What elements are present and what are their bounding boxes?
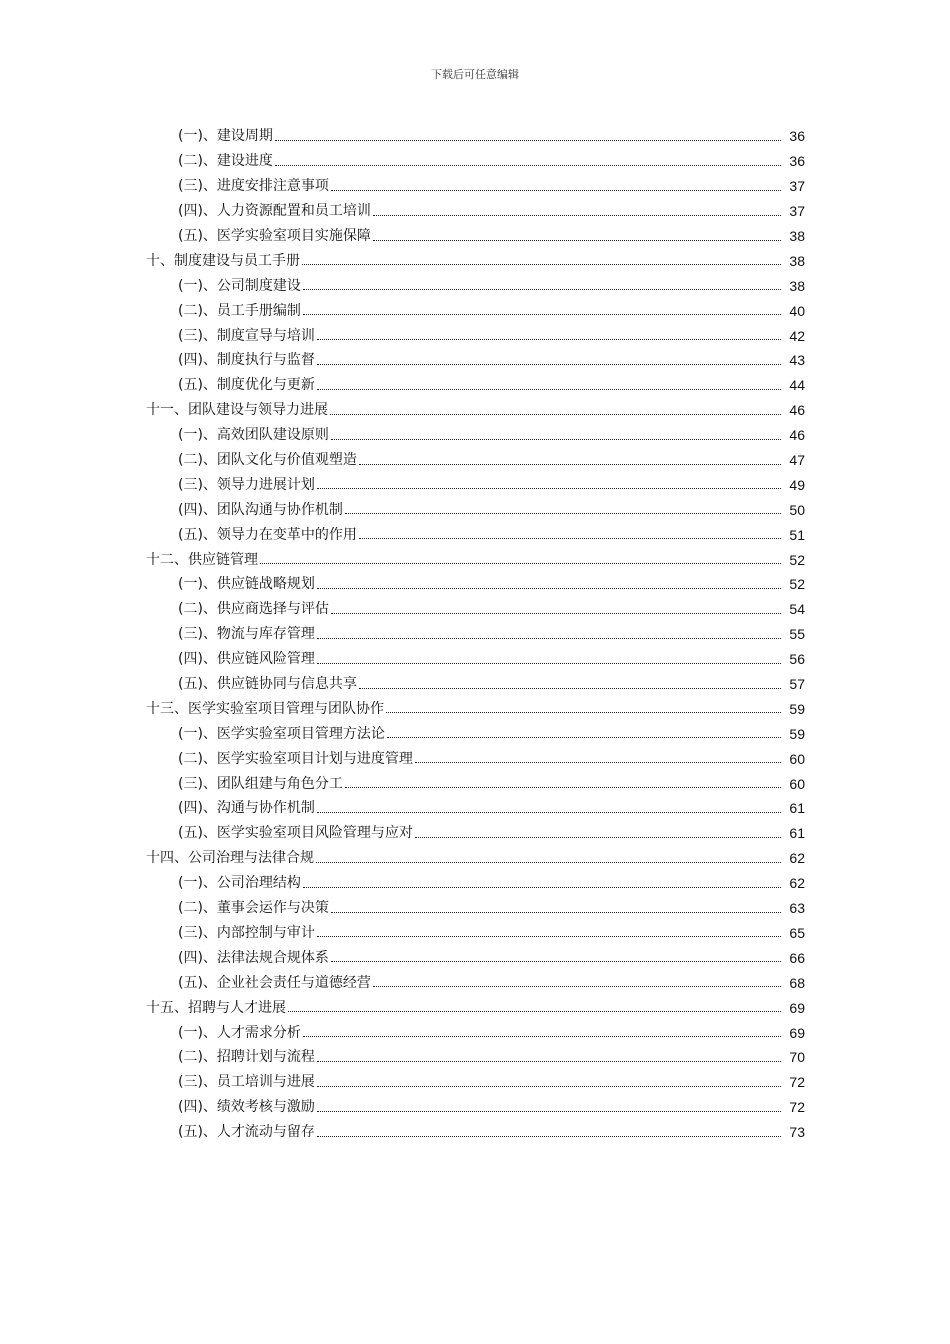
toc-page-number: 38 xyxy=(789,252,805,269)
table-of-contents xyxy=(0,124,950,1145)
toc-page-number: 50 xyxy=(789,501,805,518)
toc-dot-leader xyxy=(386,712,781,713)
toc-page-number: 69 xyxy=(789,1024,805,1041)
toc-entry-title: (四)、团队沟通与协作机制 xyxy=(178,501,343,518)
toc-page-number: 61 xyxy=(789,825,805,842)
toc-section-entry[interactable] xyxy=(0,174,950,199)
toc-dot-leader xyxy=(317,1111,781,1112)
toc-dot-leader xyxy=(359,464,781,465)
toc-entry-title: 十四、公司治理与法律合规 xyxy=(146,850,314,867)
toc-page-number: 72 xyxy=(789,1099,805,1116)
toc-section-entry[interactable] xyxy=(0,1120,950,1145)
toc-dot-leader xyxy=(317,339,781,340)
toc-section-entry[interactable] xyxy=(0,199,950,224)
toc-section-entry[interactable] xyxy=(0,273,950,298)
toc-page-number: 60 xyxy=(789,750,805,767)
toc-page-number: 59 xyxy=(789,725,805,742)
toc-entry-title: 十二、供应链管理 xyxy=(146,551,258,568)
toc-entry-title: (二)、董事会运作与决策 xyxy=(178,900,329,917)
toc-page-number: 46 xyxy=(789,427,805,444)
toc-dot-leader xyxy=(373,986,781,987)
toc-dot-leader xyxy=(303,314,781,315)
toc-dot-leader xyxy=(331,912,781,913)
toc-chapter-entry[interactable] xyxy=(0,846,950,871)
toc-entry-title: (一)、公司治理结构 xyxy=(178,875,301,892)
toc-dot-leader xyxy=(415,837,781,838)
toc-entry-title: (五)、领导力在变革中的作用 xyxy=(178,526,357,543)
toc-page-number: 73 xyxy=(789,1124,805,1141)
toc-section-entry[interactable] xyxy=(0,821,950,846)
toc-page-number: 52 xyxy=(789,551,805,568)
toc-section-entry[interactable] xyxy=(0,373,950,398)
toc-entry-title: (三)、团队组建与角色分工 xyxy=(178,775,343,792)
toc-entry-title: (三)、制度宣导与培训 xyxy=(178,327,315,344)
toc-section-entry[interactable] xyxy=(0,298,950,323)
toc-entry-title: (三)、内部控制与审计 xyxy=(178,924,315,941)
toc-section-entry[interactable] xyxy=(0,323,950,348)
toc-dot-leader xyxy=(373,215,781,216)
toc-chapter-entry[interactable] xyxy=(0,248,950,273)
toc-section-entry[interactable] xyxy=(0,672,950,697)
toc-page-number: 43 xyxy=(789,352,805,369)
toc-dot-leader xyxy=(415,762,781,763)
toc-chapter-entry[interactable] xyxy=(0,398,950,423)
toc-dot-leader xyxy=(373,240,781,241)
toc-section-entry[interactable] xyxy=(0,1095,950,1120)
toc-entry-title: 十三、医学实验室项目管理与团队协作 xyxy=(146,700,384,717)
toc-entry-title: (四)、沟通与协作机制 xyxy=(178,800,315,817)
toc-section-entry[interactable] xyxy=(0,647,950,672)
toc-entry-title: (五)、医学实验室项目风险管理与应对 xyxy=(178,825,413,842)
toc-entry-title: 十五、招聘与人才进展 xyxy=(146,999,286,1016)
toc-entry-title: (一)、公司制度建设 xyxy=(178,277,301,294)
toc-chapter-entry[interactable] xyxy=(0,696,950,721)
toc-section-entry[interactable] xyxy=(0,472,950,497)
toc-page-number: 65 xyxy=(789,924,805,941)
toc-entry-title: (五)、医学实验室项目实施保障 xyxy=(178,228,371,244)
toc-page-number: 42 xyxy=(789,327,805,344)
toc-dot-leader xyxy=(302,264,781,265)
toc-page-number: 68 xyxy=(789,974,805,991)
toc-dot-leader xyxy=(331,613,781,614)
toc-section-entry[interactable] xyxy=(0,348,950,373)
toc-entry-title: (一)、供应链战略规划 xyxy=(178,576,315,593)
toc-dot-leader xyxy=(345,513,781,514)
toc-page-number: 51 xyxy=(789,526,805,543)
toc-dot-leader xyxy=(331,439,781,440)
toc-entry-title: (二)、团队文化与价值观塑造 xyxy=(178,452,357,469)
toc-dot-leader xyxy=(330,414,781,415)
toc-entry-title: (四)、供应链风险管理 xyxy=(178,651,315,668)
toc-dot-leader xyxy=(359,538,781,539)
toc-page-number: 61 xyxy=(789,800,805,817)
toc-page-number: 36 xyxy=(789,153,805,170)
page-header: 下载后可任意编辑 xyxy=(431,68,519,81)
toc-entry-title: (三)、领导力进展计划 xyxy=(178,476,315,493)
toc-section-entry[interactable] xyxy=(0,597,950,622)
toc-section-entry[interactable] xyxy=(0,771,950,796)
toc-page-number: 40 xyxy=(789,302,805,319)
toc-dot-leader xyxy=(331,190,781,191)
toc-dot-leader xyxy=(317,1136,781,1137)
toc-page-number: 62 xyxy=(789,875,805,892)
toc-entry-title: (二)、招聘计划与流程 xyxy=(178,1049,315,1066)
toc-entry-title: (一)、人才需求分析 xyxy=(178,1024,301,1041)
toc-section-entry[interactable] xyxy=(0,497,950,522)
toc-entry-title: 十一、团队建设与领导力进展 xyxy=(146,402,328,419)
toc-page-number: 38 xyxy=(789,277,805,294)
toc-entry-title: (一)、高效团队建设原则 xyxy=(178,427,329,444)
toc-entry-title: (三)、物流与库存管理 xyxy=(178,626,315,643)
toc-page-number: 59 xyxy=(789,700,805,717)
toc-page-number: 70 xyxy=(789,1049,805,1066)
toc-entry-title: (四)、人力资源配置和员工培训 xyxy=(178,203,371,220)
toc-entry-title: (五)、供应链协同与信息共享 xyxy=(178,676,357,693)
toc-section-entry[interactable] xyxy=(0,970,950,995)
toc-entry-title: (四)、制度执行与监督 xyxy=(178,352,315,369)
toc-page-number: 52 xyxy=(789,576,805,593)
toc-dot-leader xyxy=(387,737,781,738)
toc-entry-title: (四)、绩效考核与激励 xyxy=(178,1099,315,1116)
toc-section-entry[interactable] xyxy=(0,1045,950,1070)
toc-entry-title: (二)、建设进度 xyxy=(178,153,273,170)
toc-section-entry[interactable] xyxy=(0,423,950,448)
toc-section-entry[interactable] xyxy=(0,622,950,647)
toc-section-entry[interactable] xyxy=(0,224,950,249)
toc-entry-title: (五)、人才流动与留存 xyxy=(178,1124,315,1141)
toc-dot-leader xyxy=(303,887,781,888)
toc-dot-leader xyxy=(317,364,781,365)
toc-dot-leader xyxy=(317,1061,781,1062)
toc-page-number: 56 xyxy=(789,651,805,668)
toc-section-entry[interactable] xyxy=(0,896,950,921)
toc-dot-leader xyxy=(275,140,781,141)
toc-section-entry[interactable] xyxy=(0,796,950,821)
toc-dot-leader xyxy=(317,588,781,589)
toc-section-entry[interactable] xyxy=(0,1020,950,1045)
toc-page-number: 38 xyxy=(789,228,805,244)
toc-section-entry[interactable] xyxy=(0,124,950,149)
toc-entry-title: (五)、企业社会责任与道德经营 xyxy=(178,974,371,991)
toc-entry-title: (二)、员工手册编制 xyxy=(178,302,301,319)
toc-dot-leader xyxy=(317,936,781,937)
toc-chapter-entry[interactable] xyxy=(0,547,950,572)
toc-section-entry[interactable] xyxy=(0,572,950,597)
toc-section-entry[interactable] xyxy=(0,1070,950,1095)
toc-dot-leader xyxy=(317,663,781,664)
toc-entry-title: (二)、医学实验室项目计划与进度管理 xyxy=(178,750,413,767)
toc-page-number: 46 xyxy=(789,402,805,419)
toc-entry-title: (五)、制度优化与更新 xyxy=(178,377,315,394)
toc-dot-leader xyxy=(316,862,781,863)
toc-entry-title: (二)、供应商选择与评估 xyxy=(178,601,329,618)
toc-section-entry[interactable] xyxy=(0,721,950,746)
toc-page-number: 72 xyxy=(789,1074,805,1091)
toc-entry-title: 十、制度建设与员工手册 xyxy=(146,252,300,269)
toc-chapter-entry[interactable] xyxy=(0,995,950,1020)
toc-dot-leader xyxy=(317,812,781,813)
toc-dot-leader xyxy=(317,1086,781,1087)
toc-dot-leader xyxy=(288,1011,781,1012)
toc-page-number: 62 xyxy=(789,850,805,867)
toc-entry-title: (四)、法律法规合规体系 xyxy=(178,949,329,966)
toc-section-entry[interactable] xyxy=(0,871,950,896)
toc-section-entry[interactable] xyxy=(0,945,950,970)
toc-dot-leader xyxy=(303,289,781,290)
toc-dot-leader xyxy=(317,488,781,489)
toc-page-number: 60 xyxy=(789,775,805,792)
toc-entry-title: (一)、建设周期 xyxy=(178,128,273,145)
toc-section-entry[interactable] xyxy=(0,921,950,946)
toc-entry-title: (三)、进度安排注意事项 xyxy=(178,178,329,195)
toc-page-number: 55 xyxy=(789,626,805,643)
toc-dot-leader xyxy=(359,688,781,689)
toc-page-number: 69 xyxy=(789,999,805,1016)
toc-page-number: 37 xyxy=(789,203,805,220)
toc-page-number: 63 xyxy=(789,900,805,917)
toc-page-number: 44 xyxy=(789,377,805,394)
toc-section-entry[interactable] xyxy=(0,149,950,174)
toc-page-number: 47 xyxy=(789,452,805,469)
toc-dot-leader xyxy=(317,389,781,390)
toc-section-entry[interactable] xyxy=(0,522,950,547)
toc-entry-title: (三)、员工培训与进展 xyxy=(178,1074,315,1091)
toc-page-number: 66 xyxy=(789,949,805,966)
toc-dot-leader xyxy=(260,563,781,564)
toc-dot-leader xyxy=(345,787,781,788)
toc-section-entry[interactable] xyxy=(0,746,950,771)
toc-page-number: 49 xyxy=(789,476,805,493)
toc-page-number: 36 xyxy=(789,128,805,145)
toc-entry-title: (一)、医学实验室项目管理方法论 xyxy=(178,725,385,742)
toc-dot-leader xyxy=(303,1036,781,1037)
toc-page-number: 37 xyxy=(789,178,805,195)
toc-page-number: 54 xyxy=(789,601,805,618)
toc-page-number: 57 xyxy=(789,676,805,693)
toc-dot-leader xyxy=(331,961,781,962)
toc-dot-leader xyxy=(317,638,781,639)
toc-dot-leader xyxy=(275,165,781,166)
toc-section-entry[interactable] xyxy=(0,448,950,473)
